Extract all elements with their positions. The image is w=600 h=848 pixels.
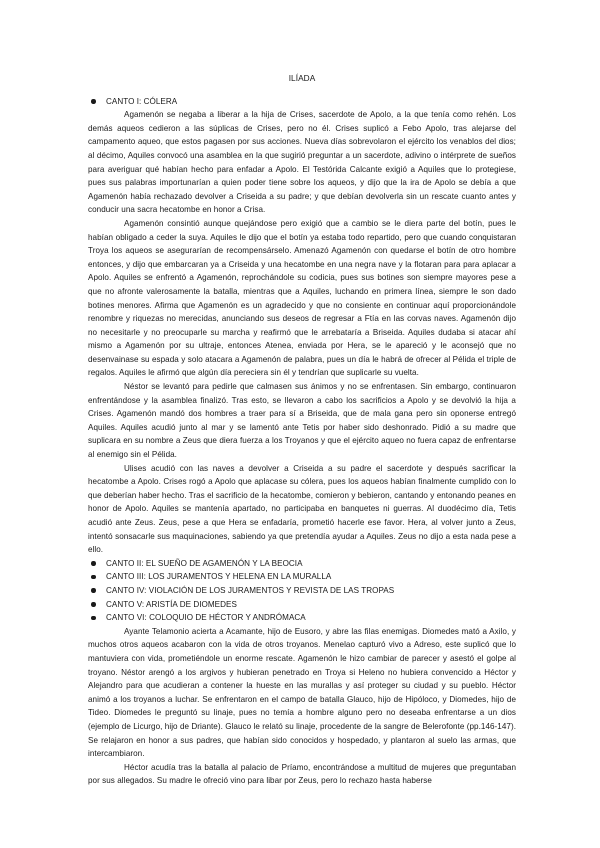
canto-list-item — [88, 584, 516, 598]
canto-list-item — [88, 557, 516, 571]
canto-list-item — [88, 611, 516, 625]
canto-list-item-text: CANTO III: LOS JURAMENTOS Y HELENA EN LA MURALLA — [106, 572, 332, 582]
canto-list-item-text: CANTO IV: VIOLACIÓN DE LOS JURAMENTOS Y REVISTA DE LAS TROPAS — [106, 585, 395, 595]
paragraph: Néstor se levantó para pedirle que calmasen sus ánimos y no se enfrentasen. Sin embargo, continuaron enfrentándose y la asamblea finalizó. Tras esto, se llevaron a cabo los sacrificios a Apolo y se devolvió la hija a Crises. Agamenón mandó dos hombres a traer para sí a Briseida, que de mala gana pero sin oponerse entregó Aquiles. Aquiles acudió junto al mar y se lamentó ante Tetis por haber sido deshonrado. Pidió a su madre que suplicara en su nombre a Zeus que diera fuerza a los Troyanos y que el ejército aqueo no fuera capaz de enfrentarse al enemigo sin el Pélida. — [88, 382, 516, 460]
canto-list-item — [88, 598, 516, 612]
bullet-icon — [91, 616, 96, 621]
canto-1-heading — [88, 95, 516, 109]
canto-list-item-text: CANTO II: EL SUEÑO DE AGAMENÓN Y LA BEOCIA — [106, 558, 303, 568]
bullet-icon — [91, 588, 96, 593]
document-title: ILÍADA — [288, 73, 316, 83]
canto-list-item — [88, 570, 516, 584]
paragraph: Ulises acudió con las naves a devolver a Criseida a su padre el sacerdote y después sacrificar la hecatombe a Apolo. Crises rogó a Apolo que aplacase su cólera, pues los aqueos habían finalmente cumplido con lo que deberían haber hecho. Tras el sacrificio de la hecatombe, comieron y bebieron, cantando y entonando peanes en honor de Apolo. Aquiles se mantenía apartado, no participaba en banquetes ni guerras. Al duodécimo día, Tetis acudió ante Zeus. Zeus, pese a que Hera se enfadaría, prometió hacerle ese favor. Hera, al volver junto a Zeus, intentó sonsacarle sus maquinaciones, sabiendo ya que pretendía ayudar a Aquiles. Zeus no dijo a esta nada pese a ello. — [88, 463, 516, 555]
canto-list-item-text: CANTO VI: COLOQUIO DE HÉCTOR Y ANDRÓMACA — [106, 613, 306, 623]
paragraph: Agamenón se negaba a liberar a la hija de Crises, sacerdote de Apolo, a la que tenía como rehén. Los demás aqueos cedieron a las súplicas de Crises, pero no él. Crises suplicó a Febo Apolo, tras alejarse del campamento aqueo, que estos pagasen por sus acciones. Nueva días sobrevolaron el ejército los venablos del dios; al décimo, Aquiles convocó una asamblea en la que sugirió preguntar a un sacerdote, adivino o intérprete de sueños para averiguar qué habían hecho para enfadar a Apolo. El Testórida Calcante exigió a Aquiles que lo protegiese, pues sus palabras importunarían a quien poder tiene sobre los aqueos, y dijo que la ira de Apolo se debía a que Agamenón había rechazado devolver a Criseida a su padre; y que debían devolverla sin un rescate cuanto antes y conducir una sacra hecatombe en honor a Crisa. — [88, 110, 516, 215]
document-page — [88, 72, 516, 788]
canto-list-item-text: CANTO V: ARISTÍA DE DIOMEDES — [106, 599, 237, 609]
paragraph: Agamenón consintió aunque quejándose pero exigió que a cambio se le diera parte del botín, pues le habían obligado a ceder la suya. Aquiles le dijo que el botín ya estaba todo repartido, pero que cuando conquistaran Troya los aqueos se asegurarían de recompensárselo. Amenazó Agamenón con quedarse el botín de otro hombre entonces, y dijo que embarcaran ya a Criseida y una hecatombe en una negra nave y la flotaran para para aplacar a Apolo. Aquiles se enfrentó a Agamenón, reprochándole su codicia, pues sus botines son siempre mayores pese a que no afronte valerosamente la batalla, mientras que a Aquiles, luchando en primera línea, siempre le son dado botines menores. Afirma que Agamenón es un agradecido y que no consiente en continuar aquí proporcionándole renombre y riquezas no merecidas, anunciando sus deseos de regresar a Ftía en las corvas naves. Agamenón dijo no necesitarle y no preocuparle su marcha y reafirmó que le arrebataría a Briseida. Aquiles dudaba si atacar ahí mismo a Agamenón por su ultraje, entonces Atenea, enviada por Hera, se le apareció y le aconsejó que no desenvainase su espada y solo atacara a Agamenón de palabra, pues un día le habrá de ofrecer al Pélida el triple de regalos. Aquiles le afirmó que algún día pereciera sin él y tendrían que suplicarle su vuelta. — [88, 218, 516, 378]
bullet-icon — [91, 561, 96, 566]
paragraph: Ayante Telamonio acierta a Acamante, hijo de Eusoro, y abre las filas enemigas. Diomedes mató a Axilo, y muchos otros aqueos acabaron con la vida de otros troyanos. Menelao capturó vivo a Adreso, este suplicó que lo mantuviera con vida, prometiéndole un enorme rescate. Agamenón le hizo cambiar de parecer y asestó el golpe al troyano. Néstor arengó a los argivos y hubieran penetrado en Troya si Heleno no hubiera convencido a Héctor y Alejandro para que acudieran a contener la hueste en las murallas y así proteger su ciudad y su pueblo. Héctor animó a los troyanos a luchar. Se enfrentaron en el campo de batalla Glauco, hijo de Hipóloco, y Diomedes, hijo de Tideo. Diomedes le preguntó su linaje, pues no temía a hombre alguno pero no deseaba enfrentarse a un dios (ejemplo de Licurgo, hijo de Driante). Glauco le relató su linaje, procedente de la sangre de Belerofonte (pp.146-147). Se relajaron en honor a sus padres, que habían sido conocidos y hospedado, y plantaron al suelo las armas, que intercambiaron. — [88, 626, 516, 759]
paragraph: Héctor acudía tras la batalla al palacio de Príamo, encontrándose a multitud de mujeres que preguntaban por sus allegados. Su madre le ofreció vino para libar por Zeus, pero lo rechazo hasta haberse — [88, 762, 516, 786]
bullet-icon — [91, 99, 96, 104]
bullet-icon — [91, 602, 96, 607]
bullet-icon — [91, 575, 96, 580]
canto-1-heading-text: CANTO I: CÓLERA — [106, 96, 178, 106]
